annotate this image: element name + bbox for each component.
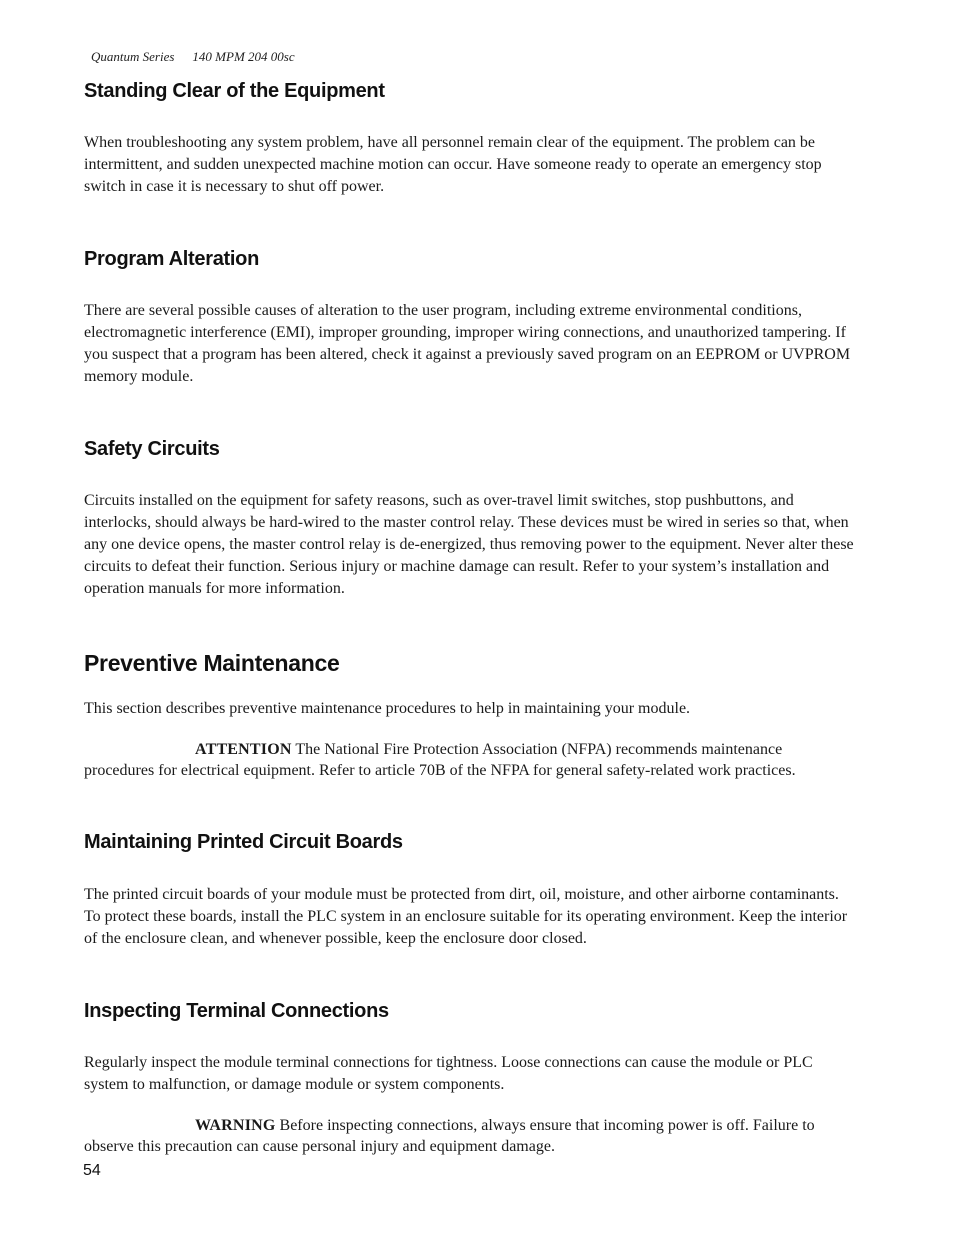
heading-printed-circuit-boards: Maintaining Printed Circuit Boards	[84, 831, 403, 853]
body-terminal-connections: Regularly inspect the module terminal connections for tightness. Loose connections can cause the module or PLC system to malfunction, or damage module or system components.	[84, 1054, 813, 1093]
attention-label: ATTENTION	[195, 741, 292, 758]
warning-text: Before inspecting connections, always ensure that incoming power is off. Failure to observe this precaution can cause personal injury and equipment damage.	[84, 1117, 815, 1155]
header-series: Quantum Series	[91, 49, 175, 64]
heading-program-alteration: Program Alteration	[84, 248, 260, 270]
body-standing-clear: When troubleshooting any system problem, have all personnel remain clear of the equipment. The problem can be intermittent, and sudden unexpected machine motion can occur. Have someone ready to operate an emergency stop switch in case it is necessary to shut off power.	[84, 134, 822, 195]
attention-notice	[84, 739, 854, 781]
body-program-alteration: There are several possible causes of alteration to the user program, including extreme environmental conditions, electromagnetic interference (EMI), improper grounding, improper wiring connections, and unauthorized tampering. If you suspect that a program has been altered, check it against a previously saved program on an EEPROM or UVPROM memory module.	[84, 302, 851, 385]
heading-terminal-connections: Inspecting Terminal Connections	[84, 1000, 389, 1022]
body-printed-circuit-boards: The printed circuit boards of your module must be protected from dirt, oil, moisture, and other airborne contaminants. To protect these boards, install the PLC system in an enclosure suitable for its operating environment. Keep the interior of the enclosure clean, and whenever possible, keep the enclosure door closed.	[84, 886, 848, 947]
heading-preventive-maintenance: Preventive Maintenance	[84, 650, 340, 676]
warning-notice	[84, 1115, 854, 1157]
warning-label: WARNING	[195, 1117, 276, 1134]
body-preventive-maintenance: This section describes preventive maintenance procedures to help in maintaining your module.	[84, 700, 691, 717]
running-header	[91, 49, 295, 65]
heading-safety-circuits: Safety Circuits	[84, 438, 220, 460]
header-model: 140 MPM 204 00sc	[192, 49, 295, 64]
attention-text: The National Fire Protection Association (NFPA) recommends maintenance procedures for electrical equipment. Refer to article 70B of the NFPA for general safety-related work practices.	[84, 741, 796, 779]
body-safety-circuits: Circuits installed on the equipment for safety reasons, such as over-travel limit switches, stop pushbuttons, and interlocks, should always be hard-wired to the master control relay. These devices must be wired in series so that, when any one device opens, the master control relay is de-energized, thus removing power to the equipment. Never alter these circuits to defeat their function. Serious injury or machine damage can result. Refer to your system’s installation and operation manuals for more information.	[84, 492, 854, 597]
page-number: 54	[83, 1162, 101, 1179]
heading-standing-clear: Standing Clear of the Equipment	[84, 80, 385, 102]
